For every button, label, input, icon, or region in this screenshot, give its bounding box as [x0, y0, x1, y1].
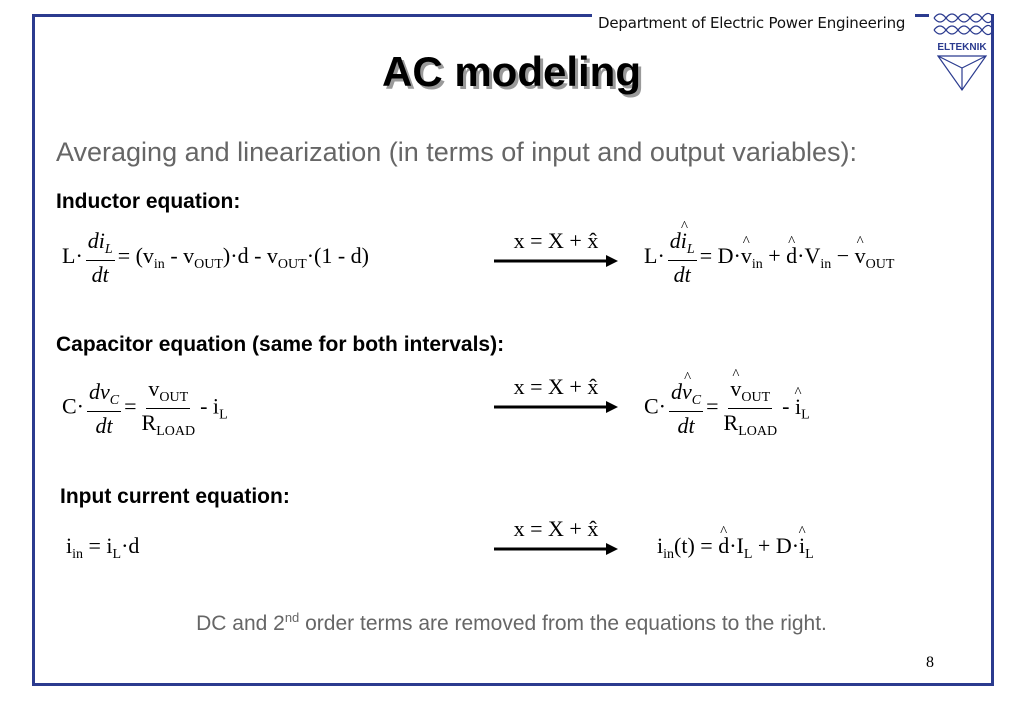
- page-number: 8: [926, 654, 934, 671]
- note-superscript: nd: [284, 610, 300, 625]
- slide-title: AC modeling: [382, 48, 641, 95]
- footnote: [0, 610, 1023, 636]
- arrow-label-3: x = X + x̂: [513, 516, 599, 541]
- arrow-icon: [494, 254, 618, 268]
- capacitor-heading: Capacitor equation (same for both intervals):: [56, 333, 505, 356]
- department-name: Department of Electric Power Engineering: [598, 14, 906, 32]
- input-current-heading: Input current equation:: [60, 485, 290, 508]
- capacitor-equation-right: C· $\frac{d\^{} v_C}{dt}$ = ^ $\frac{v_{OUT}}{R_{LOAD}}$ - ^ $i_L$: [644, 378, 810, 439]
- arrow-icon: [494, 542, 618, 556]
- arrow-label-1: x = X + x̂: [513, 228, 599, 253]
- slide-subtitle: Averaging and linearization (in terms of input and output variables):: [56, 137, 857, 167]
- logo-text: ELTEKNIK: [937, 42, 987, 53]
- arrow-substitution-2: [494, 374, 618, 414]
- inductor-equation-left: L· $\frac{di_L}{dt}$ = $(v_{in} - v_{OUT})\cdot d - v_{OUT}\cdot(1 - d)$: [62, 228, 369, 287]
- arrow-substitution-3: [494, 516, 618, 556]
- arrow-icon: [494, 400, 618, 414]
- note-prefix: DC and 2: [196, 612, 285, 635]
- frame-top-line-left: [32, 14, 592, 17]
- arrow-label-2: x = X + x̂: [513, 374, 599, 399]
- inductor-equation-right: L· $\frac{d\^{} i_L}{dt}$ = D·^ $v_{in}$ + ^ $d\cdot V_{in}$ − ^ $v_{OUT}$: [644, 230, 894, 286]
- arrow-substitution-1: [494, 228, 618, 268]
- frame-top-line-right: [915, 14, 929, 17]
- capacitor-equation-left: C· $\frac{dv_C}{dt}$ = $\frac{v_{OUT}}{R_{LOAD}}$ - $i_L$: [62, 376, 228, 439]
- input-current-equation-left: $i_{in} = i_L\cdot d$: [66, 533, 140, 562]
- note-suffix: order terms are removed from the equations to the right.: [299, 612, 827, 635]
- input-current-equation-right: $i_{in}(t)$ = ^ $d\cdot I_L$ + D·^ $i_L$: [657, 535, 814, 562]
- inductor-heading: Inductor equation:: [56, 190, 241, 213]
